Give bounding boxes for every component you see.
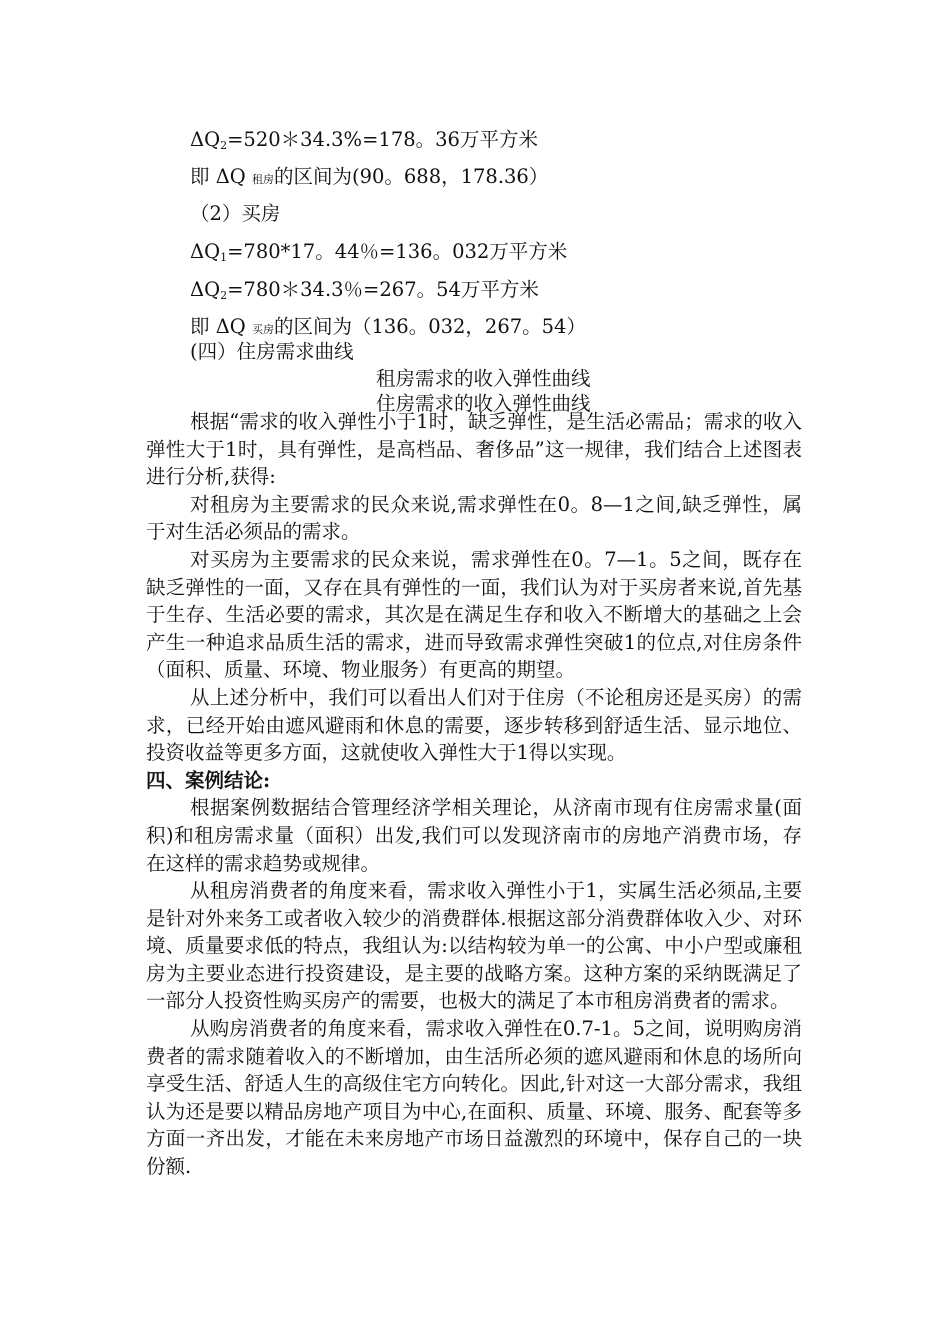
- body-text: [146, 408, 802, 1181]
- calc-prefix: 即 ΔQ: [190, 165, 252, 188]
- calc-prefix: ΔQ: [190, 278, 221, 301]
- calc-line-buy-dq1: [190, 236, 567, 264]
- calc-line-buy-range: [190, 311, 586, 339]
- calc-text: 的区间为（136。032，267。54）: [273, 315, 586, 338]
- calc-text: =780*17。44％=136。032万平方米: [227, 240, 568, 263]
- calc-line-rent-range: [190, 161, 548, 189]
- calc-line-buy-dq2: [190, 274, 539, 302]
- calc-subscript: 1: [220, 251, 228, 264]
- analysis-paragraph: 根据“需求的收入弹性小于1时，缺乏弹性，是生活必需品；需求的收入弹性大于1时，具有弹性，是高档品、奢侈品”这一规律，我们结合上述图表进行分析,获得:: [146, 410, 802, 489]
- calc-line-buy-heading: [190, 198, 280, 226]
- calc-subscript: 2: [220, 289, 228, 302]
- calc-prefix: ΔQ: [190, 128, 221, 151]
- section-subheading-demand-curve: [190, 336, 354, 364]
- analysis-paragraph: 从上述分析中，我们可以看出人们对于住房（不论租房还是买房）的需求，已经开始由遮风避雨和休息的需要，逐步转移到舒适生活、显示地位、投资收益等更多方面，这就使收入弹性大于1得以实现。: [146, 685, 802, 765]
- calc-text: 的区间为(90。688，178.36）: [273, 165, 549, 188]
- analysis-paragraph: 对租房为主要需求的民众来说,需求弹性在0。8—1之间,缺乏弹性，属于对生活必须品的需求。: [146, 492, 802, 544]
- calc-subscript: 2: [220, 139, 228, 152]
- calc-subscript: 买房: [251, 323, 274, 336]
- calc-text: （2）买房: [190, 202, 281, 225]
- calc-text: (四）住房需求曲线: [190, 340, 354, 363]
- calc-prefix: 即 ΔQ: [190, 315, 252, 338]
- figure-caption-housing: 住房需求的收入弹性曲线: [376, 392, 591, 415]
- calc-line-rent-dq2: [190, 124, 538, 152]
- calc-subscript: 租房: [251, 173, 274, 186]
- analysis-paragraph: 对买房为主要需求的民众来说，需求弹性在0。7—1。5之间，既存在缺乏弹性的一面，又存在具有弹性的一面，我们认为对于买房者来说,首先基于生存、生活必要的需求，其次是在满足生存和收入不断增大的基础之上会产生一种追求品质生活的需求，进而导致需求弹性突破1的位点,对住房条件（面积、质量、环境、物业服务）有更高的期望。: [146, 547, 802, 682]
- conclusion-paragraph: 从购房消费者的角度来看，需求收入弹性在0.7-1。5之间，说明购房消费者的需求随着收入的不断增加，由生活所必须的遮风避雨和休息的场所向享受生活、舒适人生的高级住宅方向转化。因此,针对这一大部分需求，我组认为还是要以精品房地产项目为中心,在面积、质量、环境、服务、配套等多方面一齐出发，才能在未来房地产市场日益激烈的环境中，保存自己的一块份额.: [146, 1017, 802, 1179]
- calc-text: =520＊34.3%=178。36万平方米: [227, 128, 538, 151]
- calc-prefix: ΔQ: [190, 240, 221, 263]
- conclusion-paragraph: 根据案例数据结合管理经济学相关理论，从济南市现有住房需求量(面积)和租房需求量（面积）出发,我们可以发现济南市的房地产消费市场，存在这样的需求趋势或规律。: [146, 796, 802, 875]
- figure-caption-rent: 租房需求的收入弹性曲线: [376, 367, 591, 390]
- calc-text: =780＊34.3％=267。54万平方米: [227, 278, 539, 301]
- conclusion-heading: 四、案例结论:: [146, 768, 271, 792]
- conclusion-paragraph: 从租房消费者的角度来看，需求收入弹性小于1，实属生活必须品,主要是针对外来务工或者收入较少的消费群体.根据这部分消费群体收入少、对环境、质量要求低的特点，我组认为:以结构较为单一的公寓、中小户型或廉租房为主要业态进行投资建设，是主要的战略方案。这种方案的采纳既满足了一部分人投资性购买房产的需要，也极大的满足了本市租房消费者的需求。: [146, 879, 802, 1013]
